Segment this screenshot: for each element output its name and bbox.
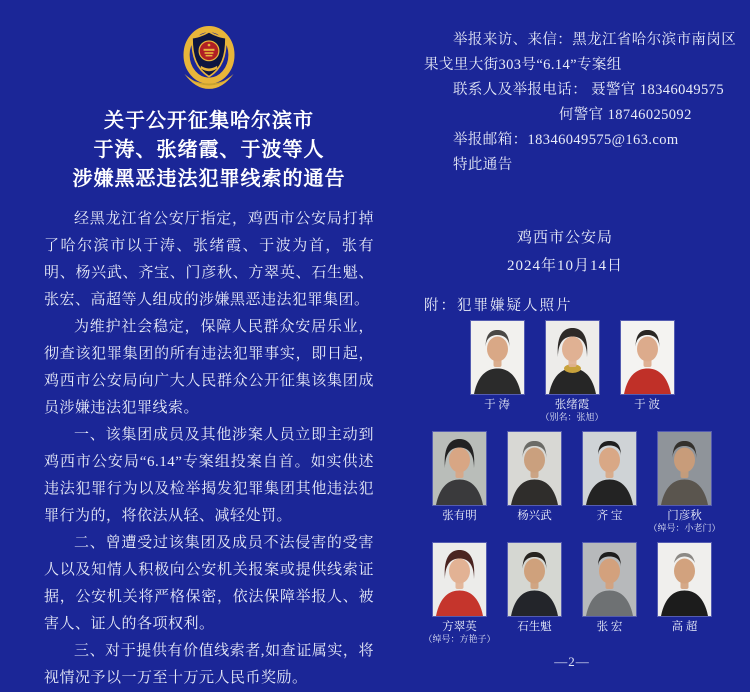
suspect-name: 张 宏: [596, 621, 623, 633]
suspect-name: 门彦秋: [667, 510, 702, 522]
suspect-photo: [433, 432, 486, 505]
photo-grid: [424, 321, 720, 645]
contact-phone-line-2: 何警官 18746025092: [558, 107, 692, 123]
suspect-name: 于 波: [634, 399, 660, 411]
notice-left-column: [44, 26, 374, 692]
suspect-cell: [499, 432, 570, 534]
suspect-caption: （绰号：小老门）: [648, 523, 721, 533]
suspect-name: 杨兴武: [517, 510, 552, 522]
title-line-2: 于涛、张绪霞、于波等人: [93, 139, 325, 161]
suspect-name: 张有明: [442, 510, 477, 522]
photo-grid-row: [424, 432, 720, 534]
report-email-line: 举报邮箱：18346049575@163.com: [453, 132, 679, 148]
paragraph-3: 一、该集团成员及其他涉案人员立即主动到鸡西市公安局“6.14”专案组投案自首。如实供述违法犯罪行为以及检举揭发犯罪集团其他违法犯罪行为的，将依法从轻、减轻处罚。: [44, 427, 374, 524]
suspect-cell: [424, 432, 495, 534]
report-address-line-2: 果戈里大街303号“6.14”专案组: [424, 57, 622, 73]
paragraph-1: 经黑龙江省公安厅指定，鸡西市公安局打掉了哈尔滨市以于涛、张绪霞、于波为首，张有明、杨兴武、齐宝、门彦秋、方翠英、石生魁、张宏、高超等人组成的涉嫌黑恶违法犯罪集团。: [44, 211, 374, 308]
report-address-line-1: 举报来访、来信：黑龙江省哈尔滨市南岗区: [453, 32, 737, 48]
photo-grid-row: [424, 543, 720, 645]
contact-block: [424, 28, 746, 178]
police-badge-icon: [175, 26, 243, 92]
issuing-agency: 鸡西市公安局: [516, 230, 613, 246]
paragraph-5: 三、对于提供有价值线索者,如查证属实，将视情况予以一万至十万元人民币奖励。: [44, 643, 374, 686]
notice-title: [44, 107, 374, 194]
suspect-caption: （绰号：方艳子）: [423, 634, 496, 644]
suspect-photo: [508, 432, 561, 505]
paragraph-4: 二、曾遭受过该集团及成员不法侵害的受害人以及知情人积极向公安机关报案或提供线索证据，公安机关将严格保密，依法保障举报人、被害人、证人的各项权利。: [44, 535, 374, 632]
suspect-name: 齐 宝: [596, 510, 623, 522]
suspect-photo: [508, 543, 561, 616]
contact-phone-line-1: 联系人及举报电话： 聂警官 18346049575: [453, 82, 724, 98]
notice-body: [44, 206, 374, 692]
page-number: —2—: [554, 654, 590, 669]
suspect-photo: [658, 432, 711, 505]
suspect-caption: （别名：张旭）: [540, 412, 604, 422]
suspect-name: 方翠英: [442, 621, 477, 633]
attachment-label: 附：犯罪嫌疑人照片: [424, 298, 573, 314]
suspect-cell: [649, 543, 720, 645]
issue-date: 2024年10月14日: [506, 258, 623, 274]
suspect-name: 于 涛: [484, 399, 510, 411]
paragraph-2: 为维护社会稳定，保障人民群众安居乐业，彻查该犯罪集团的所有违法犯罪事实，即日起，鸡西市公安局向广大人民群众公开征集该集团成员涉嫌违法犯罪线索。: [44, 319, 374, 416]
suspect-photo: [433, 543, 486, 616]
suspect-photo: [583, 543, 636, 616]
suspect-photo: [546, 321, 599, 394]
suspect-name: 张绪霞: [554, 399, 590, 411]
suspect-cell: [499, 543, 570, 645]
emblem-wrap: [44, 26, 374, 97]
suspect-name: 石生魁: [517, 621, 552, 633]
suspect-cell: [574, 543, 645, 645]
signature-block: [424, 224, 746, 280]
suspect-photo: [658, 543, 711, 616]
title-line-1: 关于公开征集哈尔滨市: [104, 110, 314, 132]
suspect-cell: [574, 432, 645, 534]
suspect-cell: [649, 432, 720, 534]
notice-right-column: [424, 28, 746, 670]
suspect-cell: [540, 321, 604, 423]
suspect-name: 高 超: [671, 621, 698, 633]
closing-line: 特此通告: [453, 157, 513, 173]
title-line-3: 涉嫌黑恶违法犯罪线索的通告: [72, 168, 346, 190]
suspect-photo: [621, 321, 674, 394]
photo-grid-row: [424, 321, 720, 423]
suspect-cell: [424, 543, 495, 645]
suspect-photo: [583, 432, 636, 505]
suspect-photo: [471, 321, 524, 394]
suspect-cell: [621, 321, 674, 423]
suspect-cell: [471, 321, 524, 423]
